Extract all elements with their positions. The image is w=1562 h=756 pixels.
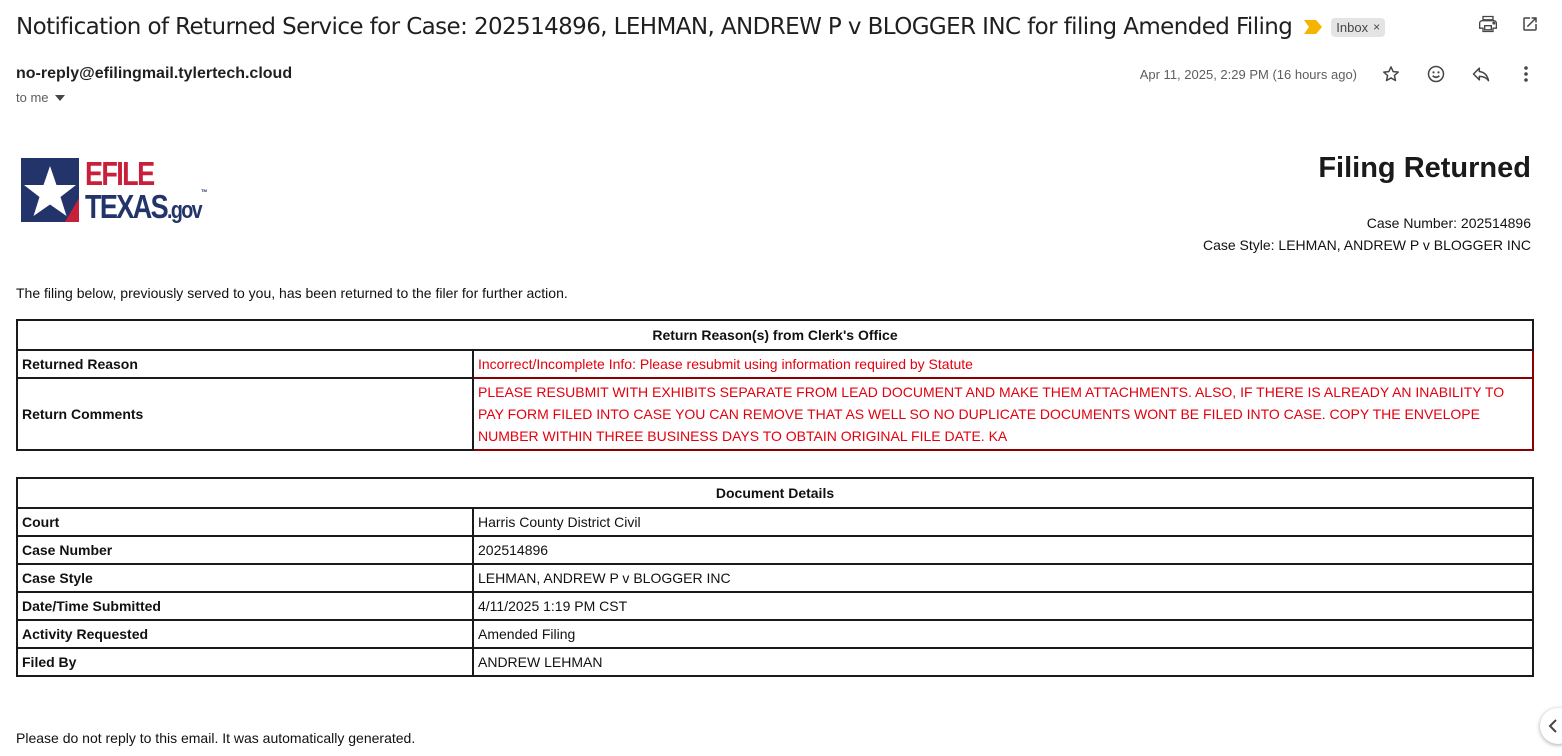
return-reasons-table bbox=[16, 319, 1534, 451]
efile-texas-logo bbox=[21, 156, 211, 228]
emoji-reaction-icon[interactable] bbox=[1426, 64, 1446, 84]
recipient-label: to me bbox=[16, 90, 49, 105]
filed-by-label: Filed By bbox=[17, 648, 473, 676]
inbox-label-chip[interactable] bbox=[1331, 18, 1385, 37]
email-subject-row bbox=[16, 11, 1385, 43]
return-reasons-title: Return Reason(s) from Clerk's Office bbox=[17, 320, 1533, 350]
email-subject: Notification of Returned Service for Case: 202514896, LEHMAN, ANDREW P v BLOGGER INC for filing Amended Filing bbox=[16, 14, 1293, 40]
logo-texas-text: TEXAS.gov™ bbox=[85, 188, 206, 225]
filed-by-value: ANDREW LEHMAN bbox=[473, 648, 1533, 676]
table-row bbox=[17, 648, 1533, 676]
returned-reason-label: Returned Reason bbox=[17, 350, 473, 378]
table-row bbox=[17, 350, 1533, 378]
more-vert-icon[interactable] bbox=[1516, 64, 1536, 84]
case-number-line: Case Number: 202514896 bbox=[1366, 215, 1531, 231]
auto-generated-note: Please do not reply to this email. It was automatically generated. bbox=[16, 730, 416, 746]
inbox-label-text: Inbox bbox=[1336, 19, 1369, 35]
table-row bbox=[17, 564, 1533, 592]
print-icon[interactable] bbox=[1478, 14, 1498, 34]
side-panel-toggle[interactable] bbox=[1540, 708, 1562, 744]
court-value: Harris County District Civil bbox=[473, 508, 1533, 536]
activity-requested-label: Activity Requested bbox=[17, 620, 473, 648]
star-icon[interactable] bbox=[1381, 64, 1401, 84]
remove-label-icon[interactable]: × bbox=[1373, 20, 1381, 34]
message-actions bbox=[1381, 64, 1536, 84]
chevron-left-icon bbox=[1548, 719, 1558, 733]
open-in-new-icon[interactable] bbox=[1520, 14, 1540, 34]
recipient-details-toggle[interactable] bbox=[16, 90, 65, 105]
logo-star-panel bbox=[21, 158, 79, 222]
subject-actions bbox=[1478, 14, 1540, 34]
document-details-title: Document Details bbox=[17, 478, 1533, 508]
date-submitted-label: Date/Time Submitted bbox=[17, 592, 473, 620]
case-number-label: Case Number bbox=[17, 536, 473, 564]
intro-text: The filing below, previously served to you, has been returned to the filer for further action. bbox=[16, 285, 568, 301]
filing-returned-heading: Filing Returned bbox=[1318, 152, 1531, 184]
activity-requested-value: Amended Filing bbox=[473, 620, 1533, 648]
date-submitted-value: 4/11/2025 1:19 PM CST bbox=[473, 592, 1533, 620]
sender-address[interactable]: no-reply@efilingmail.tylertech.cloud bbox=[16, 65, 293, 82]
table-row bbox=[17, 536, 1533, 564]
table-row bbox=[17, 378, 1533, 450]
importance-marker-icon[interactable] bbox=[1304, 20, 1322, 34]
table-row bbox=[17, 508, 1533, 536]
return-comments-value: PLEASE RESUBMIT WITH EXHIBITS SEPARATE FROM LEAD DOCUMENT AND MAKE THEM ATTACHMENTS. ALSO, IF THERE IS ALREADY AN INABILITY TO PAY FORM FILED INTO CASE YOU CAN REMOVE THAT AS WELL SO NO DUPLICATE DOCUMENTS WONT BE FILED INTO CASE. COPY THE ENVELOPE NUMBER WITHIN THREE BUSINESS DAYS TO OBTAIN ORIGINAL FILE DATE. KA bbox=[473, 378, 1533, 450]
case-style-line: Case Style: LEHMAN, ANDREW P v BLOGGER INC bbox=[1202, 237, 1531, 253]
table-row bbox=[17, 620, 1533, 648]
reply-icon[interactable] bbox=[1471, 64, 1491, 84]
caret-down-icon bbox=[55, 95, 65, 101]
table-row bbox=[17, 592, 1533, 620]
email-date: Apr 11, 2025, 2:29 PM (16 hours ago) bbox=[1139, 67, 1357, 82]
document-details-table bbox=[16, 477, 1534, 677]
case-number-value: 202514896 bbox=[473, 536, 1533, 564]
court-label: Court bbox=[17, 508, 473, 536]
case-style-value: LEHMAN, ANDREW P v BLOGGER INC bbox=[473, 564, 1533, 592]
return-comments-label: Return Comments bbox=[17, 378, 473, 450]
logo-efile-text: EFILE bbox=[85, 155, 154, 192]
returned-reason-value: Incorrect/Incomplete Info: Please resubmit using information required by Statute bbox=[473, 350, 1533, 378]
case-style-label: Case Style bbox=[17, 564, 473, 592]
